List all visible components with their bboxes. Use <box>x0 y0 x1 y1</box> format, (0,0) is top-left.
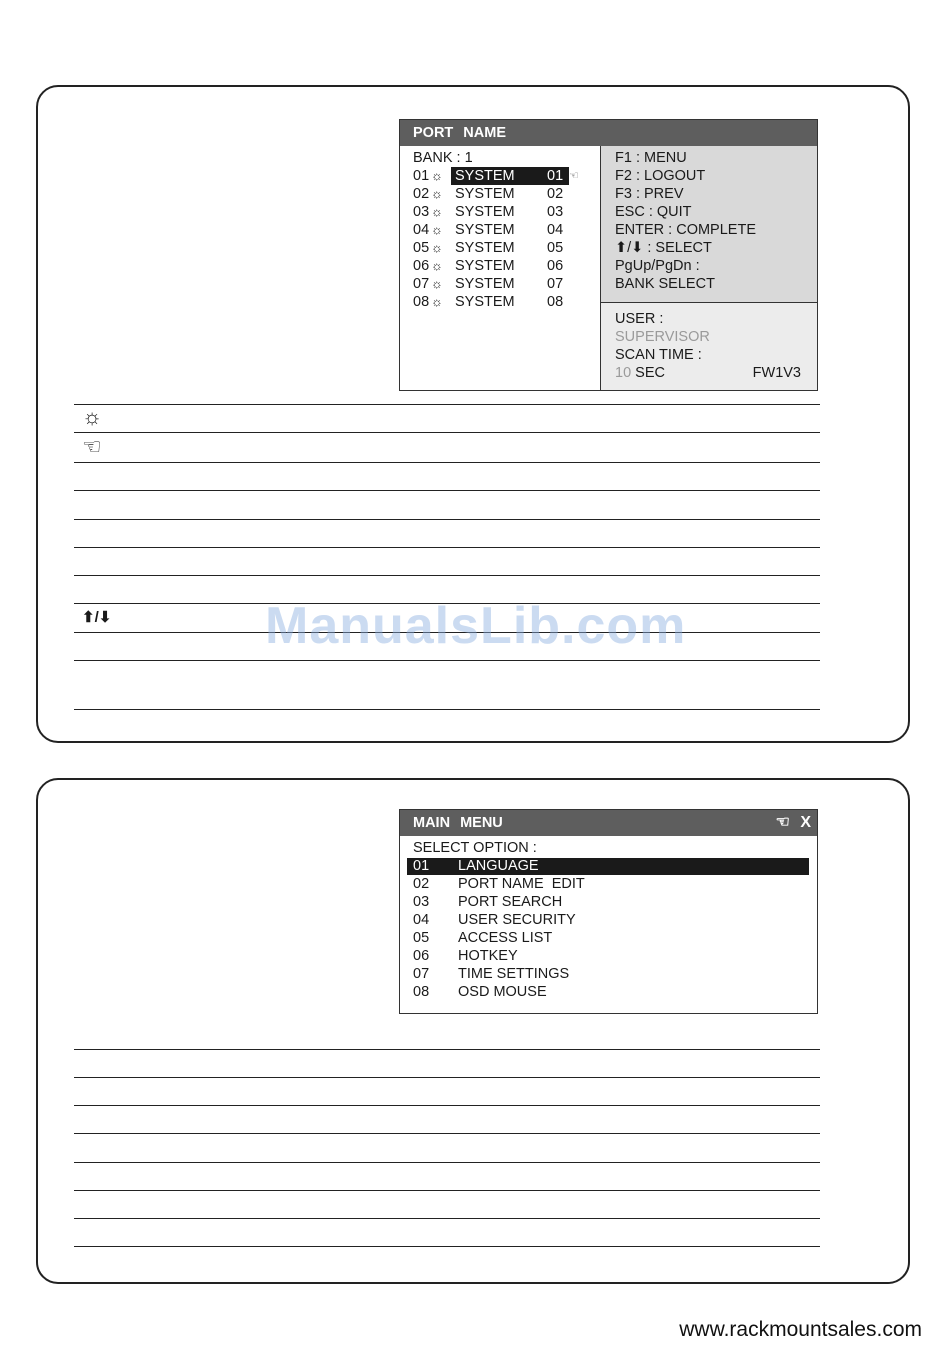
rule <box>74 1190 820 1191</box>
menu-item-number: 07 <box>413 966 430 982</box>
port-number: 07 <box>547 276 564 292</box>
port-number: 04 <box>547 222 564 238</box>
sun-icon: ☼ <box>431 294 443 309</box>
menu-item-number: 04 <box>413 912 430 928</box>
help-f3: F3 : PREV <box>615 186 684 202</box>
menu-item-label: PORT NAME EDIT <box>458 876 585 892</box>
menu-item[interactable] <box>407 930 809 947</box>
select-option-label: SELECT OPTION : <box>413 840 537 856</box>
main-menu-osd <box>399 809 818 1014</box>
port-number: 02 <box>547 186 564 202</box>
port-row[interactable] <box>413 257 593 275</box>
menu-item[interactable] <box>407 858 809 875</box>
help-pgup: PgUp/PgDn : <box>615 258 700 274</box>
menu-item-label: LANGUAGE <box>458 858 539 874</box>
port-index: 02 <box>413 186 430 202</box>
info-box <box>601 303 817 390</box>
scan-unit: SEC <box>635 365 665 381</box>
port-name: SYSTEM <box>455 222 515 238</box>
port-name: SYSTEM <box>451 167 569 185</box>
rule <box>74 547 820 548</box>
menu-item-number: 01 <box>413 858 430 874</box>
sun-icon: ☼ <box>82 404 103 429</box>
help-f1: F1 : MENU <box>615 150 687 166</box>
sun-icon: ☼ <box>431 186 443 201</box>
rule <box>74 490 820 491</box>
port-row[interactable] <box>413 221 593 239</box>
port-number: 05 <box>547 240 564 256</box>
port-name: SYSTEM <box>455 186 515 202</box>
rule <box>74 1049 820 1050</box>
menu-item-number: 08 <box>413 984 430 1000</box>
port-index: 08 <box>413 294 430 310</box>
port-index: 01 <box>413 168 430 184</box>
user-value: SUPERVISOR <box>615 329 710 345</box>
rule <box>74 462 820 463</box>
rule <box>74 404 820 405</box>
port-number: 01 <box>547 168 564 184</box>
menu-item[interactable] <box>407 876 809 893</box>
osd-title <box>400 810 817 836</box>
bank-label: BANK : 1 <box>413 150 473 166</box>
port-index: 06 <box>413 258 430 274</box>
port-list <box>400 146 600 390</box>
menu-item-label: PORT SEARCH <box>458 894 563 910</box>
menu-item[interactable] <box>407 966 809 983</box>
port-name: SYSTEM <box>455 240 515 256</box>
main-menu-panel <box>36 778 910 1284</box>
rule <box>74 1162 820 1163</box>
menu-item-number: 02 <box>413 876 430 892</box>
firmware-version: FW1V3 <box>752 365 801 381</box>
sun-icon: ☼ <box>431 222 443 237</box>
port-name: SYSTEM <box>455 204 515 220</box>
help-enter: ENTER : COMPLETE <box>615 222 756 238</box>
port-name: SYSTEM <box>455 258 515 274</box>
sun-icon: ☼ <box>431 240 443 255</box>
port-row[interactable] <box>413 203 593 221</box>
menu-item[interactable] <box>407 948 809 965</box>
help-select: ⬆/⬇ : SELECT <box>615 240 712 256</box>
hand-pointer-icon: ☜ <box>82 434 102 459</box>
port-index: 03 <box>413 204 430 220</box>
port-row[interactable] <box>413 185 593 203</box>
help-esc: ESC : QUIT <box>615 204 692 220</box>
hand-pointer-icon: ☜ <box>569 170 579 182</box>
port-index: 07 <box>413 276 430 292</box>
menu-item-label: OSD MOUSE <box>458 984 547 1000</box>
scan-time-label: SCAN TIME : <box>615 347 702 363</box>
footer-url[interactable]: www.rackmountsales.com <box>679 1318 922 1341</box>
scan-number: 10 <box>615 365 632 381</box>
sun-icon: ☼ <box>431 204 443 219</box>
menu-item[interactable] <box>407 912 809 929</box>
sun-icon: ☼ <box>431 276 443 291</box>
rule <box>74 575 820 576</box>
port-row[interactable] <box>413 239 593 257</box>
watermark: ManualsLib.com <box>265 597 687 655</box>
rule <box>74 660 820 661</box>
menu-item[interactable] <box>407 894 809 911</box>
port-name: SYSTEM <box>455 294 515 310</box>
menu-item-number: 05 <box>413 930 430 946</box>
menu-item-number: 03 <box>413 894 430 910</box>
port-number: 08 <box>547 294 564 310</box>
rule <box>74 1218 820 1219</box>
help-f2: F2 : LOGOUT <box>615 168 706 184</box>
arrows-icon: ⬆/⬇ <box>82 609 112 626</box>
close-button[interactable] <box>776 810 811 836</box>
port-index: 05 <box>413 240 430 256</box>
hand-pointer-icon: ☜ <box>775 814 790 831</box>
menu-item-label: ACCESS LIST <box>458 930 553 946</box>
rule <box>74 709 820 710</box>
menu-item[interactable] <box>407 984 809 1001</box>
port-number: 06 <box>547 258 564 274</box>
rule <box>74 1133 820 1134</box>
menu-item-label: HOTKEY <box>458 948 518 964</box>
rule <box>74 432 820 433</box>
rule <box>74 1246 820 1247</box>
osd-title: PORT NAME <box>400 120 817 146</box>
port-index: 04 <box>413 222 430 238</box>
port-row[interactable] <box>413 167 593 185</box>
sun-icon: ☼ <box>431 258 443 273</box>
scan-time-value <box>615 364 665 382</box>
menu-item-label: TIME SETTINGS <box>458 966 570 982</box>
rule <box>74 1105 820 1106</box>
sun-icon: ☼ <box>431 168 443 183</box>
help-box <box>601 146 817 303</box>
menu-item-label: USER SECURITY <box>458 912 576 928</box>
close-icon: X <box>800 814 811 831</box>
port-row[interactable] <box>413 293 593 311</box>
rule <box>74 519 820 520</box>
port-number: 03 <box>547 204 564 220</box>
menu-item-number: 06 <box>413 948 430 964</box>
port-row[interactable] <box>413 275 593 293</box>
help-bank: BANK SELECT <box>615 276 715 292</box>
port-name: SYSTEM <box>455 276 515 292</box>
main-menu-title: MAIN MENU <box>413 815 503 831</box>
rule <box>74 1077 820 1078</box>
user-label: USER : <box>615 311 664 327</box>
port-name-osd <box>399 119 818 391</box>
